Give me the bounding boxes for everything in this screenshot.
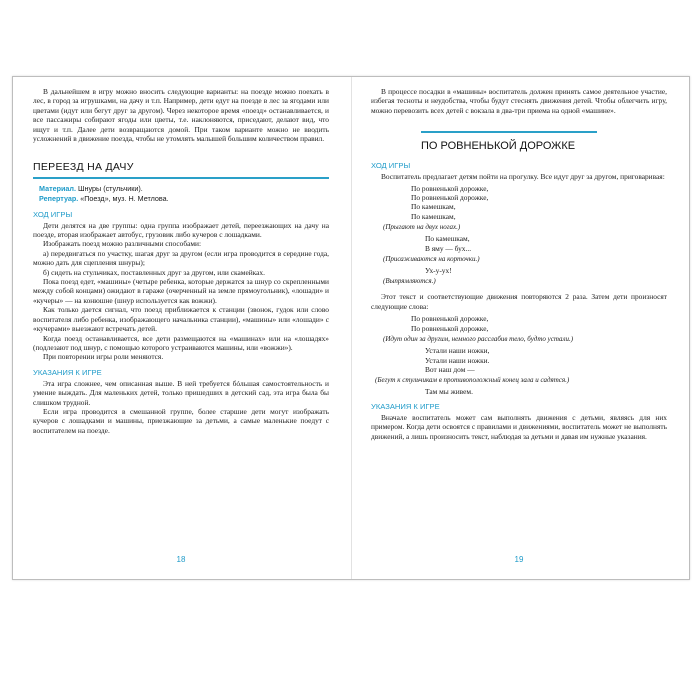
section-title: ПО РОВНЕНЬКОЙ ДОРОЖКЕ	[421, 131, 597, 153]
verse-line: По камешкам,	[411, 202, 456, 212]
course-paragraph: а) передвигаться по участку, шагая друг за другом (если игра проводится в середине года, можно дать для сцепления шнуры);	[33, 248, 329, 268]
verse-block	[425, 346, 667, 374]
verse-line: Устали наши ножки,	[425, 346, 490, 356]
stage-note: (Идут один за другим, немного расслабив тело, будто устали.)	[383, 335, 574, 344]
verse-block	[411, 184, 667, 222]
verse-line: По камешкам,	[411, 211, 456, 221]
stage-note: (Бегут к стульчикам в противоположный конец зала и садятся.)	[375, 376, 570, 385]
hints-heading: УКАЗАНИЯ К ИГРЕ	[33, 367, 102, 377]
verse-block	[425, 387, 667, 396]
course-heading: ХОД ИГРЫ	[33, 209, 73, 219]
course-paragraph: б) сидеть на стульчиках, поставленных друг за другом, или скамейках.	[43, 267, 265, 277]
course-paragraph: Пока поезд едет, «машины» (четыре ребенка, которые держатся за шнур со скрепленными между собой концами) ожидают в гараже (очерченный на земле прямоугольник), «лошади» и «кучеры» — на конюшне (шнур используется как вожжи).	[33, 277, 329, 305]
material-label: Материал.	[39, 184, 76, 194]
verse-line: По ровненькой дорожке,	[411, 323, 489, 333]
verse-block	[411, 314, 667, 333]
verse-block	[425, 234, 667, 253]
intro-paragraph: В процессе посадки в «машины» воспитатель должен принять самое деятельное участие, избегая тесноты и неудобства, чтобы будут стеснять движения детей. Чтобы облегчить игру, можно перевозить всех детей с вокзала в два-три приема на одной «машине».	[371, 87, 667, 115]
course-paragraph: При повторении игры роли меняются.	[43, 352, 164, 362]
verse-line: В яму — бух...	[425, 243, 472, 253]
repeat-paragraph: Этот текст и соответствующие движения повторяются 2 раза. Затем дети произносят следующие слова:	[371, 292, 667, 311]
stage-note: (Выпрямляются.)	[383, 277, 436, 286]
stage-note: (Прыгают на двух ногах.)	[383, 223, 461, 232]
section-title: ПЕРЕЕЗД НА ДАЧУ	[33, 161, 329, 179]
verse-line: Вот наш дом —	[425, 364, 475, 374]
material-line	[39, 184, 329, 194]
stage-note: (Присаживаются на корточки.)	[383, 255, 480, 264]
page-right	[371, 87, 667, 564]
course-paragraph: Как только дается сигнал, что поезд приближается к станции (звонок, гудок или слово воспитателя либо ребенка, изображающего начальника станции), «машины» или «лошади» с «кучерами» выезжают встречать детей.	[33, 305, 329, 334]
verse-line: По ровненькой дорожке,	[411, 193, 489, 203]
page-number-left: 18	[176, 555, 186, 564]
course-paragraph: Воспитатель предлагает детям пойти на прогулку. Все идут друг за другом, приговаривая:	[381, 172, 665, 182]
page-left	[33, 87, 329, 564]
course-paragraph: Изображать поезд можно различными способами:	[43, 239, 202, 249]
hints-paragraph: Вначале воспитатель может сам выполнять движения с детьми, являясь для них примером. Когда дети освоятся с правилами и движениями, воспитатель может не выполнять движений, а лишь произносить текст, наблюдая за детьми и давая им нужные указания.	[371, 412, 667, 441]
verse-line: Там мы живем.	[425, 387, 473, 397]
repertoire-label: Репертуар.	[39, 194, 79, 204]
hints-paragraph: Эта игра сложнее, чем описанная выше. В ней требуется бóльшая самостоятельность и умение выждать. Для маленьких детей, только пришедших в детский сад, эта игра была бы слишком трудной.	[33, 378, 329, 407]
intro-paragraph: В дальнейшем в игру можно вносить следующие варианты: на поезде можно поехать в лес, в город за игрушками, на дачу и т.п. Например, дети едут на поезде в лес за ягодами или цветами (идут или бегут друг за другом). Через некоторое время «поезд» останавливается, и все пассажиры собирают ягоды или цветы, т.е. наклоняются, приседают, делают вид, что ищут и т.п. Далее дети возвращаются домой. При таком варианте можно не вводить усложнений в движение поезда, чтобы не утомлять малышей большим количеством правил.	[33, 87, 329, 144]
course-paragraph: Дети делятся на две группы: одна группа изображает детей, переезжающих на дачу на поезде, вторая изображает автобус, грузовик либо кучеров с лошадками.	[33, 220, 329, 240]
material-value: Шнуры (стульчики).	[77, 184, 143, 194]
verse-line: По ровненькой дорожке,	[411, 314, 489, 324]
repertoire-line	[39, 194, 329, 204]
course-paragraph: Когда поезд останавливается, все дети размещаются на «машинах» или на «лошадях» (подлезают под шнур, с помощью которого устраиваются машины, или «вожжи»).	[33, 333, 329, 352]
verse-line: Ух-у-ух!	[425, 266, 452, 276]
hints-heading: УКАЗАНИЯ К ИГРЕ	[371, 401, 440, 411]
verse-block	[425, 266, 667, 275]
verse-line: По ровненькой дорожке,	[411, 183, 489, 193]
repertoire-value: «Поезд», муз. Н. Метлова.	[80, 194, 169, 204]
course-heading: ХОД ИГРЫ	[371, 161, 411, 171]
hints-paragraph: Если игра проводится в смешанной группе, более старшие дети могут изображать кучеров с лошадками и машины, приезжающие за детьми, а самые маленькие поедут с воспитателем на поезде.	[33, 406, 329, 435]
page-gutter	[351, 77, 352, 579]
verse-line: По камешкам,	[425, 234, 470, 244]
book-spread	[12, 76, 690, 580]
page-number-right: 19	[514, 555, 524, 564]
verse-line: Устали наши ножки.	[425, 355, 490, 365]
